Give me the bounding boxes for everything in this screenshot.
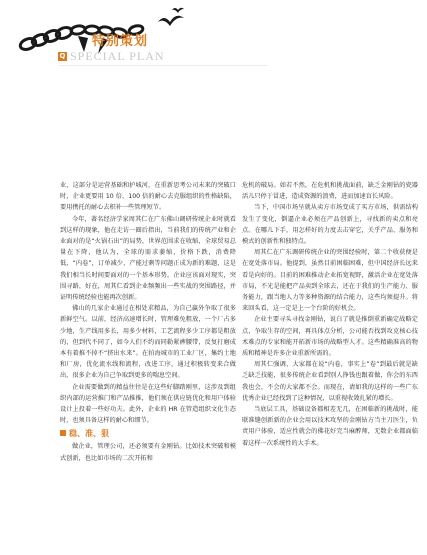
paragraph: 当下，中国市场呈就从卖方市场变成了买方市场，供需结构发生了变化，倒逼企业必须在产品创新上，寻找新的卖点和亮点。在哪儿下手，用怎样好的力度去击穿它，关乎产品、服务和模式的创新性和独特点。 [242,204,418,246]
paragraph: 当底层工具，基础设备都相差无几，在困临新的挑战时，能联准缝创新新的企业会用以技术攻坚的金刚钻方当主刀医生，负责用户体验，适应性就会的佛花好完当麻醉师，无数企业都面临着这样一次系统性的大手术。 [242,406,418,447]
left-column [60,180,236,464]
birds-icon [150,2,190,42]
paragraph: 周其仁强调，大家都在说“内卷，事实上”卷”到最后就是缺乏缺乏技能，很多传统企业看到别人挣钱也跟着做，你会的东西我也会，不会的大家都不会。而现在，请如我的这样的一些广东优秀企业已经找到了这种情况，以重视收敛扎紧的增长。 [242,361,418,402]
paragraph: 企业主要寻头寻找金刚钻，说白了就是推倒重新确定战略定点，争取生存的空间，再具体点分析，公司能否找到攻克核心技术难点的专家和能开拓新市场的战略型人才。这些精确准高的物质和精神是许多企业重新所需的。 [242,316,418,358]
right-column [242,180,418,449]
subheading-text: 稳、准、狠 [69,429,109,439]
page-header [0,0,427,160]
paragraph: 危机的破局。如若不然，在危机和挑战面前，缺乏金刚钻的瓷器活儿只停于冒进，造成资源的浪费，进而加速盲长风险。 [242,182,418,201]
section-title-en: SPECIAL PLAN [70,49,165,63]
paragraph: 今年，著名经济学家周其仁在广东佛山调研传统企业时就看到这样的现象，他在走访一圈后指出，当前我们的传统产业和企业面对的是“火锅石出”的局势，世界范围求在收缩，全球贸易总量在下降，他认为，全球的需求萎缩，价格下跌，消费降低，“内卷”，订单减少，产能过剩等问题正成为新的难题，这是我们相当长时间要面对的一个基本形势。企业应该面对现实，突围寻路，好在，周其仁看到企业频频出一些实战的突围路径，并证明传统经验也能再次创新。 [60,215,236,302]
paragraph: 企业需要做到的精益往往是在这些好脚踏刚里，这涉及到组织内部的运营推门和产品推推，他们须在供应链优化和用户体验设计上投着一些好功夫。此外，企业的 HR 在管造组织文化生态时，也须具备这样的耐心和细节。 [60,383,236,425]
paragraph: 周其仁在广东调研传统企业的突围经验时，第二个收获便是在宽处落市局。他提到，虽然目前困临困难，但中国经济长远来看是向好的。目前的困难推动企业拓宽视野，激活企业在宽处落市局，不光是能把产品卖到全球去，还在于我们的生产能力、服务能力，跟当地人力等多种资源的结合能力，这些均须提升。将来回头看，这一定是上一个台阶的好机会。 [242,249,418,313]
paragraph: 做企业，管理公司，还必须要有金刚钻。比如技术突破和模式创新，也比如市场的二次开拓和 [60,443,236,462]
magazine-logo-icon: Q [59,52,66,60]
section-title-cn: 特别策划 [92,34,149,49]
subheading [60,428,236,440]
paragraph: 佛山的几家企业通过在相处求精品，为自己赢外争取了很多新鲜空气。以前，经济高速增长时，管理难免粗放，一个厂占多少地，生产线用多长，用多少材料，工艺流程多少工序都是粗放的，但到代不同了，如今人们不约而同勒紧裤腰带，反复打磨成本有着推不掉不“挤出水来”。在拍海城市的工业厂区，集约土地和厂房，优化流水线和流程，改进工序，通过积极转变来合做出，很多企业为自己争取到更多的喘息空间。 [60,305,236,380]
paragraph: 业，这部分是运营基础和护城河，在重新思考公司未来的突破口时，企业更要用 10 倍、100 倍的耐心去克服组织的性格缺陷，要用携托的耐心去积补一些管理短节。 [60,182,236,212]
bullet-square-icon [60,430,66,436]
